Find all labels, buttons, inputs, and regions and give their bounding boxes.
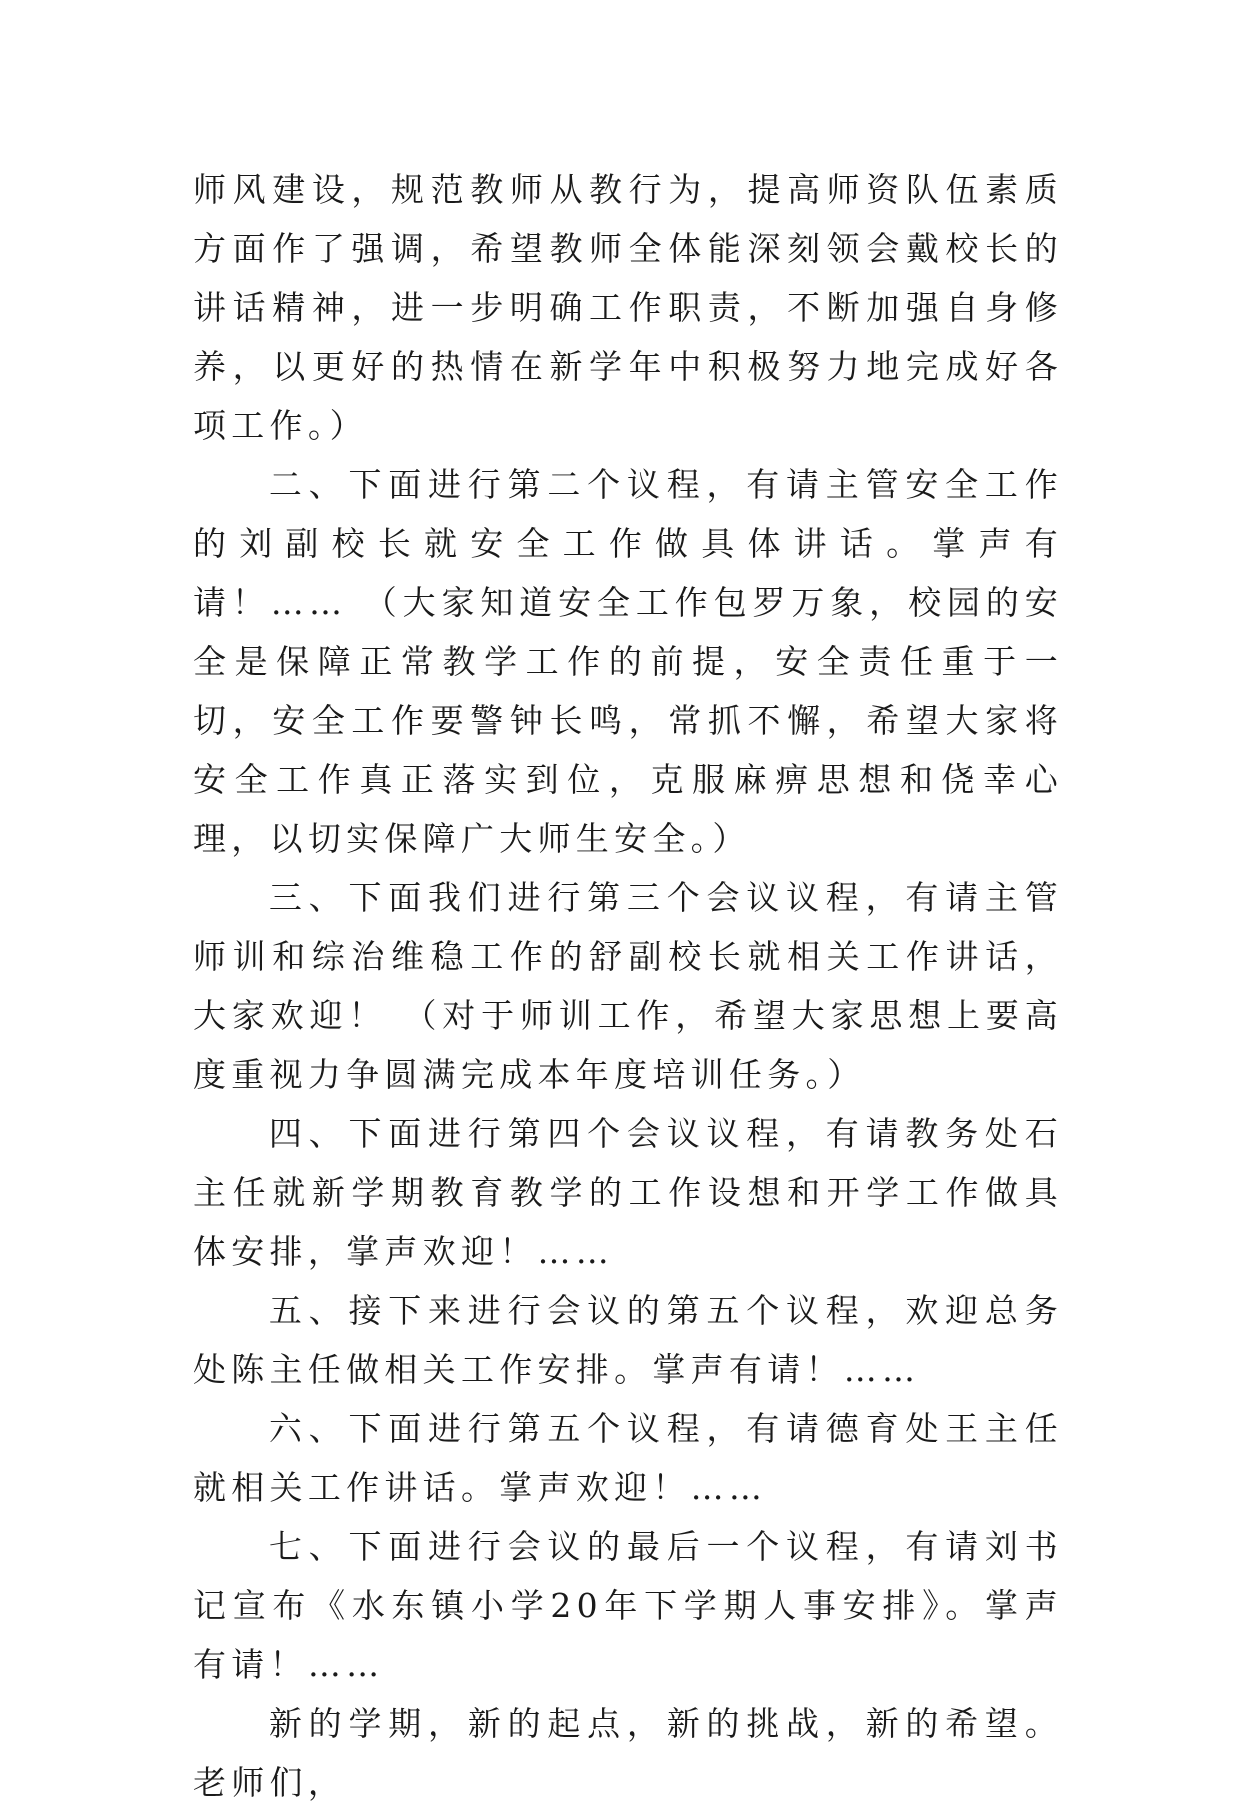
paragraph-agenda-4: 四、下面进行第四个会议议程，有请教务处石主任就新学期教育教学的工作设想和开学工作做具体安排，掌声欢迎！…… (193, 1114, 1063, 1271)
paragraph-continuation: 师风建设，规范教师从教行为，提高师资队伍素质方面作了强调，希望教师全体能深刻领会戴校长的讲话精神，进一步明确工作职责，不断加强自身修养，以更好的热情在新学年中积极努力地完成好各项工作。） (193, 170, 1063, 445)
paragraph-agenda-3: 三、下面我们进行第三个会议议程，有请主管师训和综治维稳工作的舒副校长就相关工作讲话，大家欢迎！ （对于师训工作，希望大家思想上要高度重视力争圆满完成本年度培训任务。） (193, 878, 1063, 1094)
paragraph-closing: 新的学期，新的起点，新的挑战，新的希望。老师们， (193, 1704, 1063, 1802)
paragraph-agenda-7: 七、下面进行会议的最后一个议程，有请刘书记宣布《水东镇小学20年下学期人事安排》。掌声有请！…… (193, 1527, 1063, 1684)
paragraph-agenda-5: 五、接下来进行会议的第五个议程，欢迎总务处陈主任做相关工作安排。掌声有请！…… (193, 1291, 1063, 1389)
paragraph-agenda-6: 六、下面进行第五个议程，有请德育处王主任就相关工作讲话。掌声欢迎！…… (193, 1409, 1063, 1507)
document-body (193, 160, 1063, 1812)
paragraph-agenda-2: 二、下面进行第二个议程，有请主管安全工作的刘副校长就安全工作做具体讲话。掌声有请！…… （大家知道安全工作包罗万象，校园的安全是保障正常教学工作的前提，安全责任重于一切，安全工作要警钟长鸣，常抓不懈，希望大家将安全工作真正落实到位，克服麻痹思想和侥幸心理，以切实保障广大师生安全。） (193, 465, 1063, 858)
